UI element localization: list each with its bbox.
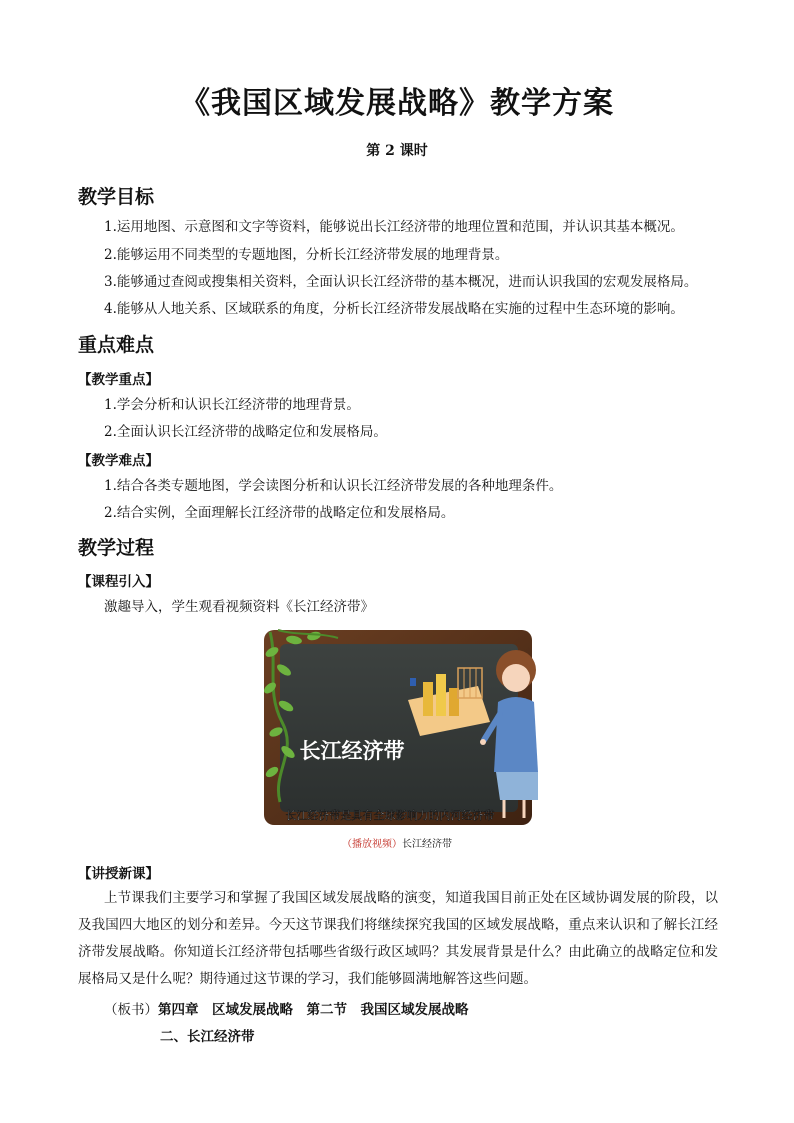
intro-text: 激趣导入，学生观看视频资料《长江经济带》 [104,599,374,615]
focus-item: 2.全面认识长江经济带的战略定位和发展格局。 [104,424,387,440]
video-caption [0,835,794,850]
caption-text: 长江经济带 [402,839,452,850]
lesson-number: 第 2 课时 [366,143,428,159]
document-title: 《我国区域发展战略》教学方案 [180,86,614,121]
board-subtitle: 二、长江经济带 [160,1029,255,1045]
intro-tag: 【课程引入】 [78,574,159,590]
objective-item: 3.能够通过查阅或搜集相关资料，全面认识长江经济带的基本概况，进而认识我国的宏观发展格局。 [104,274,698,290]
video-subtitle: 长江经济带是具有全球影响力的内河经济带 [285,809,495,822]
process-heading: 教学过程 [78,537,155,559]
objectives-heading: 教学目标 [78,186,155,208]
new-lesson-tag: 【讲授新课】 [78,866,159,882]
difficulty-item: 2.结合实例，全面理解长江经济带的战略定位和发展格局。 [104,505,455,521]
difficulty-item: 1.结合各类专题地图，学会读图分析和认识长江经济带发展的各种地理条件。 [104,478,563,494]
new-lesson-paragraph: 上节课我们主要学习和掌握了我国区域发展战略的演变，知道我国目前正处在区域协调发展的阶段，以及我国四大地区的划分和差异。今天这节课我们将继续探究我国的区域发展战略，重点来认识和了解长江经济带发展战略。你知道长江经济带包括哪些省级行政区域吗？其发展背景是什么？由此确立的战略定位和发展格局又是什么呢？期待通过这节课的学习，我们能够圆满地解答这些问题。 [78,890,718,987]
board-title: 长江经济带 [299,739,405,763]
objective-item: 2.能够运用不同类型的专题地图，分析长江经济带发展的地理背景。 [104,247,509,263]
board-title-line: 第四章 区域发展战略 第二节 我国区域发展战略 [158,1002,469,1018]
key-points-heading: 重点难点 [78,334,155,356]
board-outline [104,998,469,1018]
objective-item: 1.运用地图、示意图和文字等资料，能够说出长江经济带的地理位置和范围，并认识其基本概况。 [104,219,684,235]
objective-item: 4.能够从人地关系、区域联系的角度，分析长江经济带发展战略在实施的过程中生态环境的影响。 [104,301,684,317]
board-prefix: （板书） [104,1002,158,1018]
focus-item: 1.学会分析和认识长江经济带的地理背景。 [104,397,360,413]
focus-tag: 【教学重点】 [78,372,159,388]
difficulty-tag: 【教学难点】 [78,453,159,469]
caption-play-label: （播放视频） [342,839,402,850]
video-thumbnail[interactable] [258,622,538,829]
